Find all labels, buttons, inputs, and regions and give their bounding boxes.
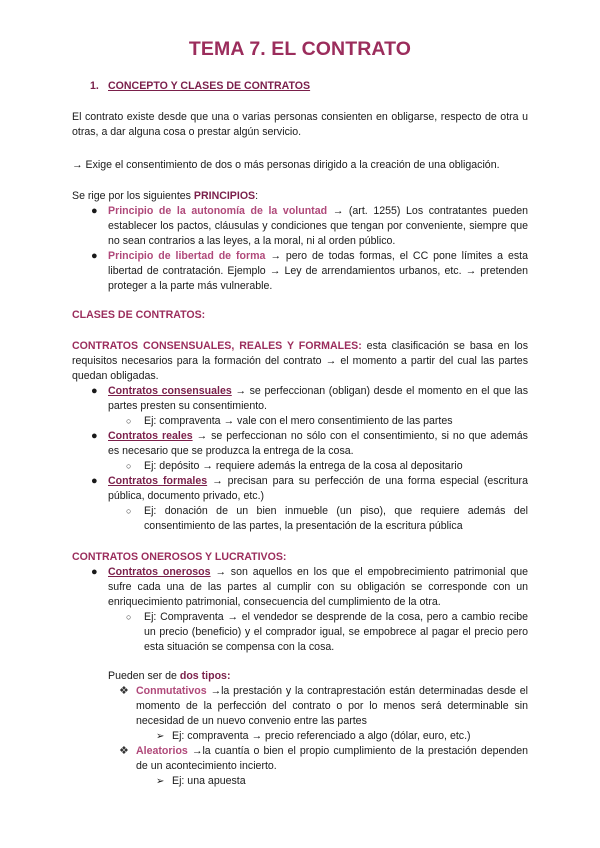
list-item: ● Contratos formales → precisan para su perfección de una forma especial (escritura pública, documento privado, etc.) ○ Ej: donación de un bien inmueble (un piso), que requiere además del consentimiento de las partes, la presentación de la escritura pública <box>91 475 528 532</box>
list-item: ● Contratos reales → se perfeccionan no sólo con el consentimiento, si no que además es necesario que se produzca la entrega de la cosa. ○ Ej: depósito → requiere además la entrega de la cosa al depositario <box>91 430 528 472</box>
section-heading-concepto <box>72 79 528 94</box>
onerosos-heading: CONTRATOS ONEROSOS Y LUCRATIVOS: <box>72 551 287 563</box>
bullet-icon: ● <box>91 430 98 442</box>
principio-term: Principio de libertad de forma <box>108 250 266 262</box>
list-item: ● Contratos onerosos → son aquellos en los que el empobrecimiento patrimonial que sufre cada una de las partes al cumplir con su obligación se corresponde con un enriquecimiento patrimonial, consecuencia del cumplimiento de la otra. ○ Ej: Compraventa → el vendedor se desprende de la cosa, pero a cambio recibe un precio (beneficio) y el comprador igual, se empobrece al pagar el precio pero esta situación se compensa con la cosa. <box>91 566 528 653</box>
principio-term: Principio de la autonomía de la voluntad <box>108 205 328 217</box>
tipos-label: dos tipos: <box>179 670 231 682</box>
arrow-bullet-icon: ➢ <box>156 731 165 742</box>
contract-term: Contratos reales <box>108 430 193 442</box>
onerosos-list <box>72 565 528 655</box>
bullet-icon: ● <box>91 205 98 217</box>
contract-term: Contratos consensuales <box>108 385 232 397</box>
section-number: 1. <box>90 80 99 92</box>
paragraph-definicion: El contrato existe desde que una o varias personas consienten en obligarse, respecto de otra u otras, a dar alguna cosa o prestar algún servicio. <box>72 111 528 138</box>
circle-bullet-icon: ○ <box>126 416 132 426</box>
arrow-bullet-icon: ➢ <box>156 776 165 787</box>
sub-list-item: ➢ Ej: compraventa → precio referenciado a algo (dólar, euro, etc.) <box>156 730 471 742</box>
diamond-bullet-icon: ❖ <box>119 745 129 757</box>
bullet-icon: ● <box>91 566 98 578</box>
paragraph-tipos: Pueden ser de dos tipos: <box>108 670 231 682</box>
diamond-bullet-icon: ❖ <box>119 685 129 697</box>
consensuales-list <box>72 384 528 534</box>
circle-bullet-icon: ○ <box>126 461 132 471</box>
sub-list-item: ○ Ej: Compraventa → el vendedor se desprende de la cosa, pero a cambio recibe un precio (beneficio) y el comprador igual, se empobrece al pagar el precio pero esta situación se compensa con la cosa. <box>126 611 528 653</box>
sub-list-item: ○ Ej: depósito → requiere además la entrega de la cosa al depositario <box>126 460 463 472</box>
circle-bullet-icon: ○ <box>126 506 132 516</box>
principios-label: PRINCIPIOS <box>193 190 256 202</box>
bullet-icon: ● <box>91 385 98 397</box>
sub-list-item: ○ Ej: compraventa → vale con el mero consentimiento de las partes <box>126 415 453 427</box>
consensuales-heading: CONTRATOS CONSENSUALES, REALES Y FORMALES: <box>72 340 362 352</box>
bullet-icon: ● <box>91 250 98 262</box>
list-item: ❖ Aleatorios →la cuantía o bien el propio cumplimiento de la prestación dependen de un acontecimiento incierto. ➢ Ej: una apuesta <box>119 745 528 787</box>
principios-list <box>72 204 528 294</box>
tipo-term: Aleatorios <box>136 745 188 757</box>
list-item: ● Contratos consensuales → se perfeccionan (obligan) desde el momento en el que las partes presten su consentimiento. ○ Ej: compraventa → vale con el mero consentimiento de las partes <box>91 385 528 427</box>
paragraph-principios: Se rige por los siguientes PRINCIPIOS: <box>72 190 259 202</box>
section-title: CONCEPTO Y CLASES DE CONTRATOS <box>108 80 311 92</box>
paragraph-consentimiento: → Exige el consentimiento de dos o más personas dirigido a la creación de una obligación. <box>72 159 500 171</box>
list-item: ● Principio de la autonomía de la voluntad → (art. 1255) Los contratantes pueden establecer los pactos, cláusulas y condiciones que tengan por conveniente, siempre que no sean contrarios a las leyes, a la moral, ni al orden público. <box>91 205 528 247</box>
list-item: ● Principio de libertad de forma → pero de todas formas, el CC pone límites a esta libertad de contratación. Ejemplo → Ley de arrendamientos urbanos, etc. → pretenden proteger a la parte más vulnerable. <box>91 250 528 292</box>
circle-bullet-icon: ○ <box>126 612 132 622</box>
page-title: TEMA 7. EL CONTRATO <box>188 38 412 60</box>
tipos-list <box>72 684 528 789</box>
clases-heading: CLASES DE CONTRATOS: <box>72 309 206 321</box>
sub-list-item: ➢ Ej: una apuesta <box>156 775 246 787</box>
tipo-term: Conmutativos <box>136 685 207 697</box>
bullet-icon: ● <box>91 475 98 487</box>
contract-term: Contratos formales <box>108 475 208 487</box>
sub-list-item: ○ Ej: donación de un bien inmueble (un piso), que requiere además del consentimiento de las partes, la presentación de la escritura pública <box>126 505 528 532</box>
paragraph-consensuales: CONTRATOS CONSENSUALES, REALES Y FORMALES: esta clasificación se basa en los requisitos necesarios para la formación del contrato → el momento a partir del cual las partes quedan obligadas. <box>72 340 528 382</box>
contract-term: Contratos onerosos <box>108 566 211 578</box>
list-item: ❖ Conmutativos →la prestación y la contraprestación están determinadas desde el momento de la perfección del contrato o por lo menos será determinable sin necesidad de un nuevo convenio entre las partes ➢ Ej: compraventa → precio referenciado a algo (dólar, euro, etc.) <box>119 685 528 742</box>
